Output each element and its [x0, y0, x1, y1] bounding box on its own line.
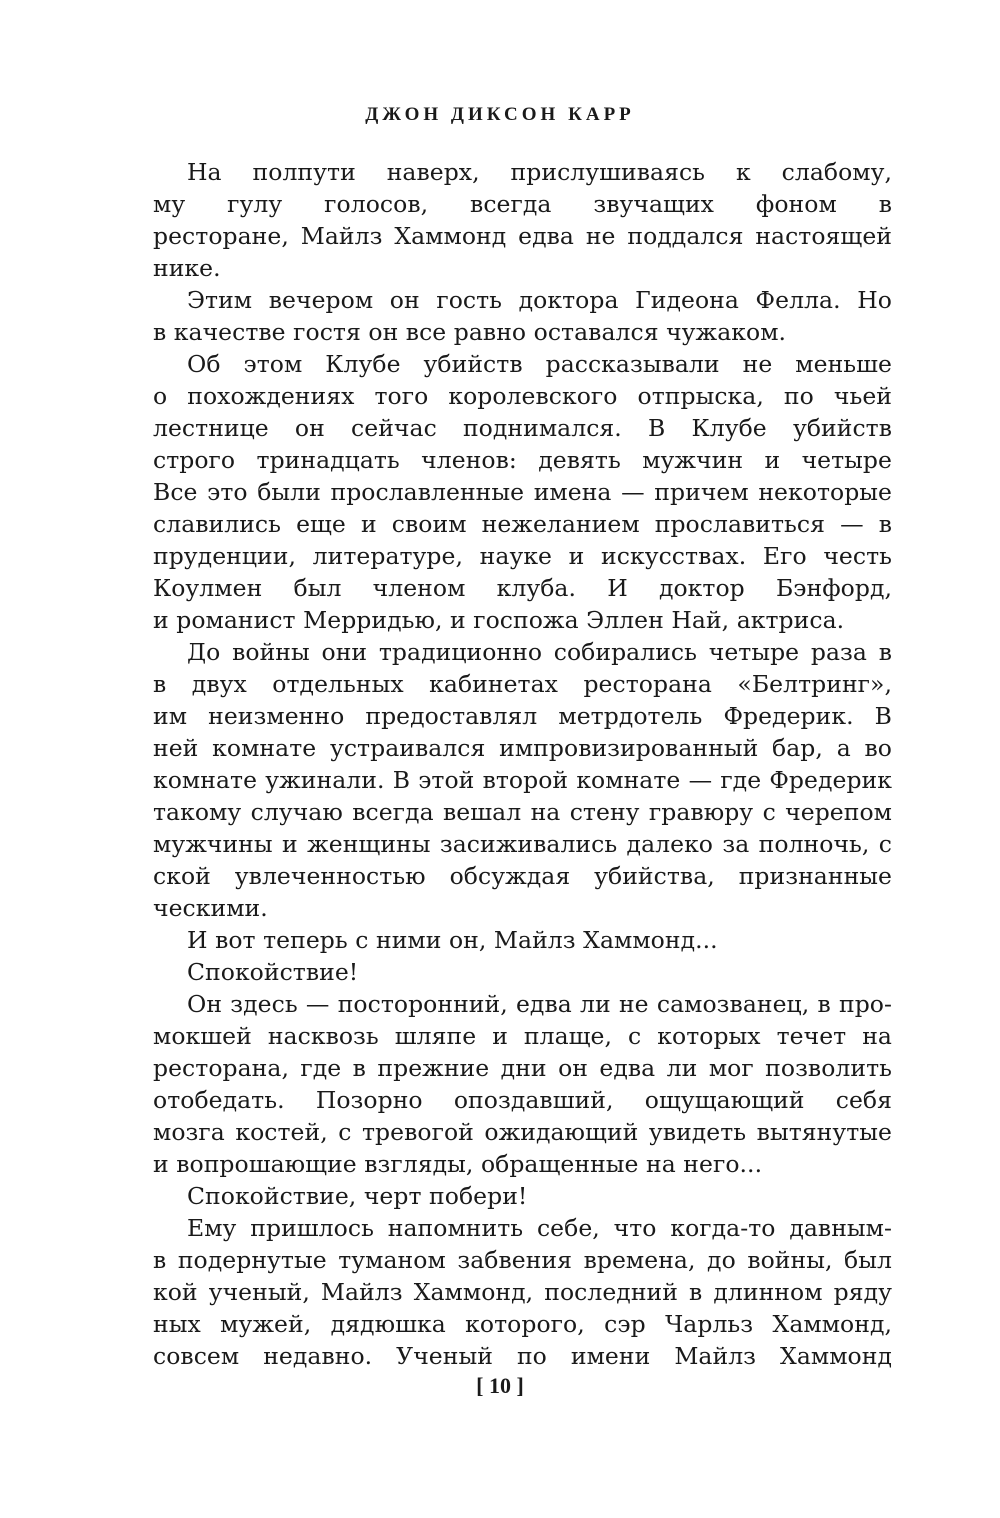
text-line: ской увлеченностью обсуждая убийства, признанные	[153, 862, 892, 890]
text-line: Все это были прославленные имена — причем некоторые	[153, 478, 892, 506]
text-line: ней комнате устраивался импровизированный бар, а во	[153, 734, 892, 762]
page-number: [ 10 ]	[476, 1373, 524, 1398]
text-line: Ему пришлось напомнить себе, что когда-то давным-	[187, 1214, 892, 1242]
running-header: ДЖОН ДИКСОН КАРР	[365, 104, 635, 125]
text-line: мокшей насквозь шляпе и плаще, с которых течет на	[153, 1022, 892, 1050]
text-line: такому случаю всегда вешал на стену гравюру с черепом	[153, 798, 892, 826]
text-line: ресторане, Майлз Хаммонд едва не поддался настоящей	[153, 222, 892, 250]
text-line: ческими.	[153, 894, 268, 922]
text-line: До войны они традиционно собирались четыре раза в	[187, 638, 892, 666]
text-line: нике.	[153, 254, 221, 282]
text-line: ных мужей, дядюшка которого, сэр Чарльз Хаммонд,	[153, 1310, 892, 1338]
text-line: и романист Мерридью, и госпожа Эллен Най, актриса.	[153, 606, 845, 634]
text-line: пруденции, литературе, науке и искусствах. Его честь	[153, 542, 892, 570]
text-line: Спокойствие!	[187, 958, 359, 986]
text-line: в подернутые туманом забвения времена, до войны, был	[153, 1246, 892, 1274]
text-line: совсем недавно. Ученый по имени Майлз Хаммонд	[153, 1342, 892, 1370]
text-line: Он здесь — посторонний, едва ли не самозванец, в про-	[187, 990, 892, 1018]
text-line: отобедать. Позорно опоздавший, ощущающий себя	[153, 1086, 892, 1114]
text-line: и вопрошающие взгляды, обращенные на него...	[153, 1150, 763, 1178]
text-line: лестнице он сейчас поднимался. В Клубе убийств	[153, 414, 892, 442]
text-line: строго тринадцать членов: девять мужчин и четыре	[153, 446, 892, 474]
text-line: На полпути наверх, прислушиваясь к слабому,	[187, 158, 892, 186]
text-line: И вот теперь с ними он, Майлз Хаммонд...	[187, 926, 718, 954]
text-line: му гулу голосов, всегда звучащих фоном в	[153, 190, 892, 218]
text-line: комнате ужинали. В этой второй комнате — где Фредерик	[153, 766, 892, 794]
text-line: ресторана, где в прежние дни он едва ли мог позволить	[153, 1054, 892, 1082]
text-line: мозга костей, с тревогой ожидающий увидеть вытянутые	[153, 1118, 892, 1146]
text-line: о похождениях того королевского отпрыска, по чьей	[153, 382, 892, 410]
body-text	[153, 156, 892, 1372]
text-line: мужчины и женщины засиживались далеко за полночь, с	[153, 830, 892, 858]
text-line: в двух отдельных кабинетах ресторана «Белтринг»,	[153, 670, 892, 698]
text-line: Спокойствие, черт побери!	[187, 1182, 528, 1210]
text-line: Коулмен был членом клуба. И доктор Бэнфорд,	[153, 574, 892, 602]
text-line: в качестве гостя он все равно оставался чужаком.	[153, 318, 787, 346]
text-line: кой ученый, Майлз Хаммонд, последний в длинном ряду	[153, 1278, 892, 1306]
text-line: славились еще и своим нежеланием прославиться — в	[153, 510, 892, 538]
text-line: Об этом Клубе убийств рассказывали не меньше	[187, 350, 892, 378]
text-line: им неизменно предоставлял метрдотель Фредерик. В	[153, 702, 892, 730]
text-line: Этим вечером он гость доктора Гидеона Фелла. Но	[187, 286, 892, 314]
